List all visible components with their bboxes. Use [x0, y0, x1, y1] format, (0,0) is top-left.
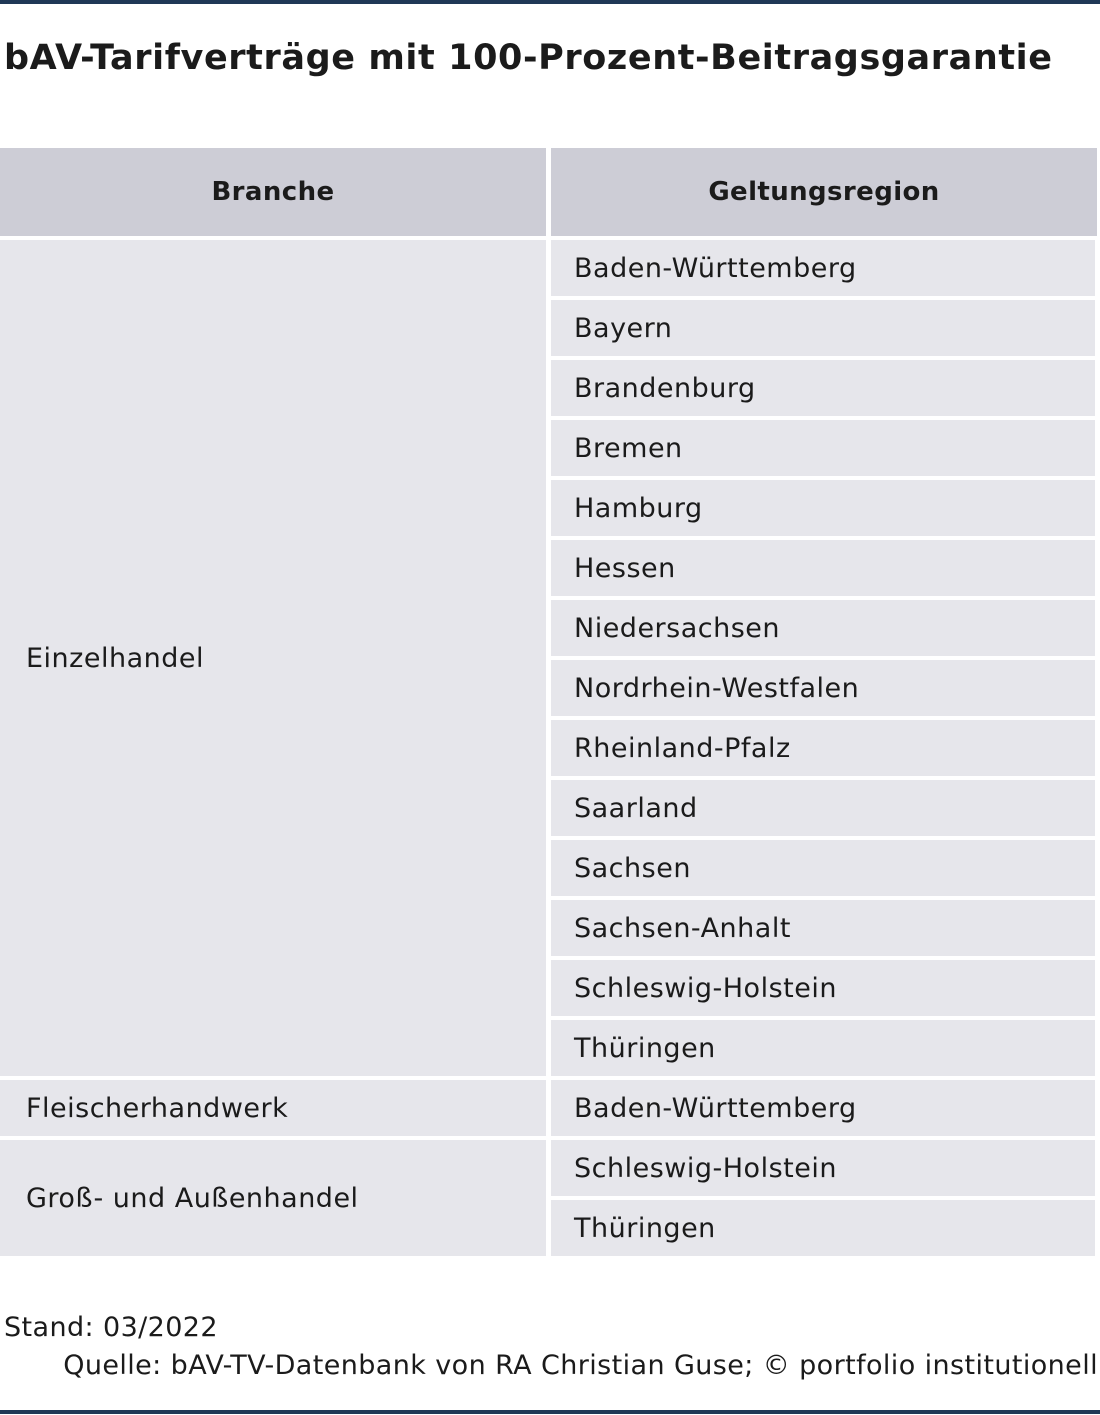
footer-source: Quelle: bAV-TV-Datenbank von RA Christian Guse; © portfolio institutionell: [63, 1350, 1098, 1381]
region-cell: Bayern: [551, 300, 1095, 356]
branche-cell: Fleischerhandwerk: [0, 1080, 546, 1136]
header-branche: Branche: [0, 148, 546, 236]
region-cell: Brandenburg: [551, 360, 1095, 416]
region-cell: Sachsen-Anhalt: [551, 900, 1095, 956]
region-cell: Bremen: [551, 420, 1095, 476]
region-cell: Saarland: [551, 780, 1095, 836]
region-cell: Niedersachsen: [551, 600, 1095, 656]
bottom-rule: [0, 1410, 1100, 1414]
region-cell: Baden-Württemberg: [551, 240, 1095, 296]
page-title: bAV-Tarifverträge mit 100-Prozent-Beitragsgarantie: [4, 38, 1053, 78]
branche-cell: Groß- und Außenhandel: [0, 1140, 546, 1256]
region-cell: Sachsen: [551, 840, 1095, 896]
region-cell: Schleswig-Holstein: [551, 1140, 1095, 1196]
region-cell: Thüringen: [551, 1200, 1095, 1256]
top-rule: [0, 0, 1100, 4]
region-cell: Schleswig-Holstein: [551, 960, 1095, 1016]
region-cell: Nordrhein-Westfalen: [551, 660, 1095, 716]
branche-cell: Einzelhandel: [0, 240, 546, 1076]
footer-stand: Stand: 03/2022: [4, 1312, 218, 1343]
header-geltungsregion: Geltungsregion: [551, 148, 1097, 236]
region-cell: Baden-Württemberg: [551, 1080, 1095, 1136]
region-cell: Rheinland-Pfalz: [551, 720, 1095, 776]
region-cell: Thüringen: [551, 1020, 1095, 1076]
region-cell: Hessen: [551, 540, 1095, 596]
region-cell: Hamburg: [551, 480, 1095, 536]
